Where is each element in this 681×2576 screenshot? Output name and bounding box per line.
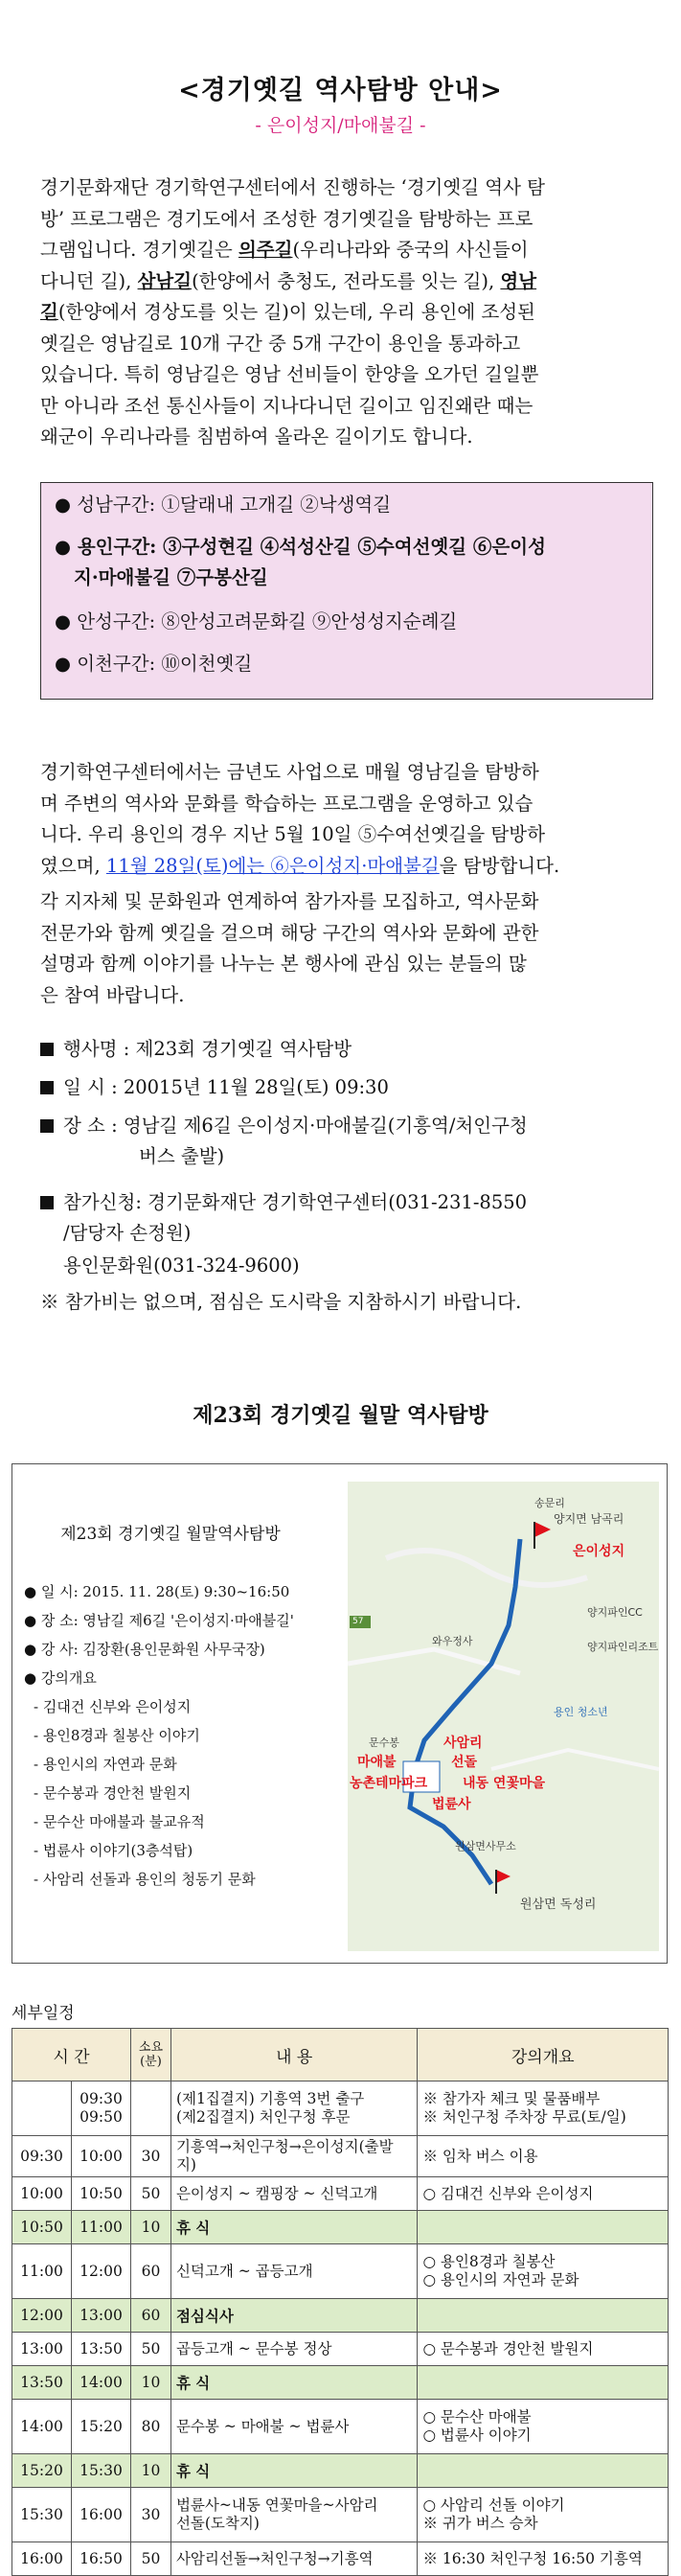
table-cell: ○ 용인8경과 칠봉산 ○ 용인시의 자연과 문화	[418, 2244, 669, 2299]
table-row	[12, 2400, 669, 2454]
event-apply-cont: /담당자 손정원)	[63, 1222, 192, 1244]
table-cell	[418, 2366, 669, 2400]
event-name: 행사명 : 제23회 경기옛길 역사탐방	[40, 1035, 352, 1064]
table-cell	[418, 2211, 669, 2244]
event-apply-cont2: 용인문화원(031-324-9600)	[63, 1254, 300, 1276]
intro-line: 다니던 길), 삼남길(한양에서 충청도, 전라도를 잇는 길), 영남	[40, 269, 537, 292]
map-label: 57	[352, 1617, 364, 1626]
square-bullet-icon	[40, 1196, 54, 1209]
table-cell: 15:20	[12, 2454, 72, 2488]
intro-line: 만 아니라 조선 통신사들이 지나다니던 길이고 임진왜란 때는	[40, 394, 533, 417]
table-cell: 11:00	[71, 2211, 130, 2244]
table-cell: 16:50	[71, 2542, 130, 2576]
body-line: 전문가와 함께 옛길을 걸으며 해당 구간의 역사와 문화에 관한	[40, 921, 539, 944]
flyer-image	[11, 1463, 668, 1964]
map-label: 양지면 남곡리	[554, 1512, 624, 1526]
table-cell: 09:30 09:50	[71, 2082, 130, 2136]
flyer-sub: - 김대건 신부와 은이성지	[34, 1698, 192, 1715]
map-label: 와우정사	[432, 1635, 473, 1647]
body-line: 설명과 함께 이야기를 나누는 본 행사에 관심 있는 분들의 많	[40, 953, 527, 975]
map-label: 양지파인CC	[587, 1606, 643, 1619]
page-title: <경기옛길 역사탐방 안내>	[178, 76, 503, 105]
flyer-line: ● 일 시: 2015. 11. 28(토) 9:30~16:50	[24, 1583, 290, 1600]
flyer-line: ● 강의개요	[24, 1669, 97, 1687]
table-cell: 휴 식	[170, 2211, 418, 2244]
event-note: ※ 참가비는 없으며, 점심은 도시락을 지참하시기 바랍니다.	[40, 1291, 522, 1313]
table-cell: 13:00	[12, 2333, 72, 2366]
table-cell: 16:00	[71, 2488, 130, 2542]
table-cell: ※ 참가자 체크 및 물품배부 ※ 처인구청 주차장 무료(토/일)	[418, 2082, 669, 2136]
table-cell: ※ 16:30 처인구청 16:50 기흥역	[418, 2542, 669, 2576]
table-cell	[12, 2082, 72, 2136]
map-label: 용인 청소년	[554, 1706, 608, 1718]
table-cell: 50	[130, 2542, 170, 2576]
body-paragraph	[40, 757, 653, 882]
map-label: 송문리	[534, 1497, 565, 1509]
table-cell: ○ 김대건 신부와 은이성지	[418, 2177, 669, 2211]
table-cell: 12:00	[71, 2244, 130, 2299]
table-cell: 09:30	[12, 2136, 72, 2177]
table-cell: 10:00	[12, 2177, 72, 2211]
intro-line: 방’ 프로그램은 경기도에서 조성한 경기옛길을 탐방하는 프로	[40, 207, 533, 230]
map-label: 원삼면 독성리	[520, 1898, 597, 1912]
table-cell: 10	[130, 2454, 170, 2488]
table-cell: ○ 문수산 마애불 ○ 법륜사 이야기	[418, 2400, 669, 2454]
event-date: 일 시 : 20015년 11월 28일(토) 09:30	[40, 1073, 389, 1102]
table-cell: 13:50	[71, 2333, 130, 2366]
map-label-seondol: 선돌	[451, 1755, 478, 1770]
flyer-sub: - 문수산 마애불과 불교유적	[34, 1813, 205, 1830]
table-cell: (제1집결지) 기흥역 3번 출구 (제2집결지) 처인구청 후문	[170, 2082, 418, 2136]
table-cell: 10	[130, 2366, 170, 2400]
table-cell: 기흥역→처인구청→은이성지(출발지)	[170, 2136, 418, 2177]
intro-line: 경기문화재단 경기학연구센터에서 진행하는 ‘경기옛길 역사 탐	[40, 176, 545, 198]
section-item-yongin-cont: 지·마애불길 ⑦구봉산길	[74, 566, 268, 588]
table-row	[12, 2366, 669, 2400]
table-cell: 10:00	[71, 2136, 130, 2177]
flyer-sub: - 용인시의 자연과 문화	[34, 1756, 177, 1773]
table-cell: ○ 문수봉과 경안천 발원지	[418, 2333, 669, 2366]
body-line: 니다. 우리 용인의 경우 지난 5월 10일 ⑤수여선옛길을 탐방하	[40, 823, 545, 845]
flyer-section-title: 제23회 경기옛길 월말 역사탐방	[193, 1403, 488, 1428]
flyer-line: ● 장 소: 영남길 제6길 '은이성지·마애불길'	[24, 1612, 294, 1629]
table-cell: 50	[130, 2333, 170, 2366]
route-map	[348, 1482, 659, 1951]
table-row	[12, 2333, 669, 2366]
table-row	[12, 2082, 669, 2136]
table-cell: 14:00	[12, 2400, 72, 2454]
section-item-yongin: ● 용인구간: ③구성현길 ④석성산길 ⑤수여선옛길 ⑥은이성	[55, 536, 546, 558]
table-cell: 10:50	[71, 2177, 130, 2211]
schedule-body	[12, 2082, 669, 2576]
table-cell: 휴 식	[170, 2454, 418, 2488]
section-item: ● 안성구간: ⑧안성고려문화길 ⑨안성성지순례길	[55, 610, 458, 632]
square-bullet-icon	[40, 1043, 54, 1056]
intro-paragraph	[40, 172, 653, 453]
map-label-maaebul: 마애불	[357, 1755, 397, 1770]
table-cell: 80	[130, 2400, 170, 2454]
table-cell: 14:00	[71, 2366, 130, 2400]
intro-line: 왜군이 우리나라를 침범하여 올라온 길이기도 합니다.	[40, 426, 473, 448]
table-cell: 30	[130, 2488, 170, 2542]
intro-line: 있습니다. 특히 영남길은 영남 선비들이 한양을 오가던 길일뿐	[40, 363, 539, 385]
col-header-lecture: 강의개요	[418, 2029, 669, 2082]
table-cell: 11:00	[12, 2244, 72, 2299]
table-cell: 은이성지 ~ 캠핑장 ~ 신덕고개	[170, 2177, 418, 2211]
table-cell: ○ 사암리 선돌 이야기 ※ 귀가 버스 승차	[418, 2488, 669, 2542]
flyer-title: 제23회 경기옛길 월말역사탐방	[60, 1525, 281, 1544]
table-cell: 문수봉 ~ 마애불 ~ 법륜사	[170, 2400, 418, 2454]
table-header-row	[12, 2029, 669, 2082]
col-header-time: 시 간	[12, 2029, 131, 2082]
table-cell: 점심식사	[170, 2299, 418, 2333]
samnamgil-text: 삼남길	[137, 269, 193, 292]
table-cell: ※ 임차 버스 이용	[418, 2136, 669, 2177]
sections-box	[40, 482, 653, 700]
table-cell: 15:20	[71, 2400, 130, 2454]
table-row	[12, 2244, 669, 2299]
body-line: 였으며, 11월 28일(토)에는 ⑥은이성지·마애불길을 탐방합니다.	[40, 854, 560, 877]
table-cell: 30	[130, 2136, 170, 2177]
map-label-eunisungji: 은이성지	[573, 1544, 625, 1559]
table-cell	[418, 2299, 669, 2333]
event-date-link[interactable]: 11월 28일(토)에는 ⑥은이성지·마애불길	[105, 854, 440, 877]
table-cell: 13:50	[12, 2366, 72, 2400]
intro-line: 옛길은 영남길로 10개 구간 중 5개 구간이 용인을 통과하고	[40, 332, 521, 355]
flyer-sub: - 용인8경과 칠봉산 이야기	[34, 1727, 200, 1744]
section-item: ● 이천구간: ⑩이천옛길	[55, 653, 253, 675]
map-label: 법륜사	[432, 1797, 471, 1812]
table-row	[12, 2542, 669, 2576]
body-line: 각 지자체 및 문화원과 연계하여 참가자를 모집하고, 역사문화	[40, 890, 539, 912]
flyer-sub: - 문수봉과 경안천 발원지	[34, 1784, 192, 1802]
table-row	[12, 2211, 669, 2244]
table-cell: 10	[130, 2211, 170, 2244]
table-cell: 휴 식	[170, 2366, 418, 2400]
table-cell: 10:50	[12, 2211, 72, 2244]
page-subtitle: - 은이성지/마애불길 -	[255, 115, 426, 136]
table-cell: 법륜사~내동 연꽃마을~사암리 선돌(도착지)	[170, 2488, 418, 2542]
table-cell: 16:00	[12, 2542, 72, 2576]
table-cell: 60	[130, 2299, 170, 2333]
body-paragraph-2	[40, 886, 653, 1011]
map-label: 양지파인리조트	[587, 1641, 659, 1653]
body-line: 며 주변의 역사와 문화를 학습하는 프로그램을 운영하고 있습	[40, 792, 533, 815]
table-cell: 50	[130, 2177, 170, 2211]
map-label: 농촌테마파크	[350, 1776, 428, 1791]
event-place-cont: 버스 출발)	[139, 1145, 225, 1167]
table-cell	[130, 2082, 170, 2136]
table-row	[12, 2488, 669, 2542]
table-cell: 15:30	[12, 2488, 72, 2542]
col-header-content: 내 용	[170, 2029, 418, 2082]
map-label: 내동 연꽃마을	[463, 1776, 546, 1791]
table-row	[12, 2136, 669, 2177]
yeongnamgil-text: 영남	[500, 269, 537, 292]
map-label: 원삼면사무소	[455, 1840, 516, 1852]
table-cell	[418, 2454, 669, 2488]
square-bullet-icon	[40, 1081, 54, 1094]
table-cell: 신덕고개 ~ 곱등고개	[170, 2244, 418, 2299]
flyer-sub: - 사암리 선돌과 용인의 청동기 문화	[34, 1871, 256, 1888]
uijugil-text: 의주길	[238, 239, 293, 261]
event-place: 장 소 : 영남길 제6길 은이성지·마애불길(기흥역/처인구청	[40, 1112, 528, 1140]
map-label: 문수봉	[369, 1736, 399, 1749]
schedule-table	[11, 2028, 669, 2576]
table-row	[12, 2454, 669, 2488]
table-cell: 사암리선돌→처인구청→기흥역	[170, 2542, 418, 2576]
table-cell: 12:00	[12, 2299, 72, 2333]
table-cell: 13:00	[71, 2299, 130, 2333]
map-label-saamri: 사암리	[443, 1736, 483, 1751]
table-cell: 곱등고개 ~ 문수봉 정상	[170, 2333, 418, 2366]
body-line: 경기학연구센터에서는 금년도 사업으로 매월 영남길을 탐방하	[40, 761, 539, 783]
intro-line: 길(한양에서 경상도를 잇는 길)이 있는데, 우리 용인에 조성된	[40, 301, 535, 323]
flyer-sub: - 법륜사 이야기(3층석탑)	[34, 1842, 193, 1859]
table-row	[12, 2299, 669, 2333]
square-bullet-icon	[40, 1119, 54, 1133]
flyer-line: ● 강 사: 김장환(용인문화원 사무국장)	[24, 1641, 265, 1658]
table-cell: 60	[130, 2244, 170, 2299]
schedule-label: 세부일정	[11, 2004, 75, 2023]
col-header-minutes: 소요 (분)	[130, 2029, 170, 2082]
section-item: ● 성남구간: ①달래내 고개길 ②낙생역길	[55, 494, 392, 516]
event-apply: 참가신청: 경기문화재단 경기학연구센터(031-231-8550	[40, 1188, 527, 1217]
intro-line: 그램입니다. 경기옛길은 의주길(우리나라와 중국의 사신들이	[40, 239, 529, 261]
body-line: 은 참여 바랍니다.	[40, 983, 185, 1006]
table-cell: 15:30	[71, 2454, 130, 2488]
table-row	[12, 2177, 669, 2211]
